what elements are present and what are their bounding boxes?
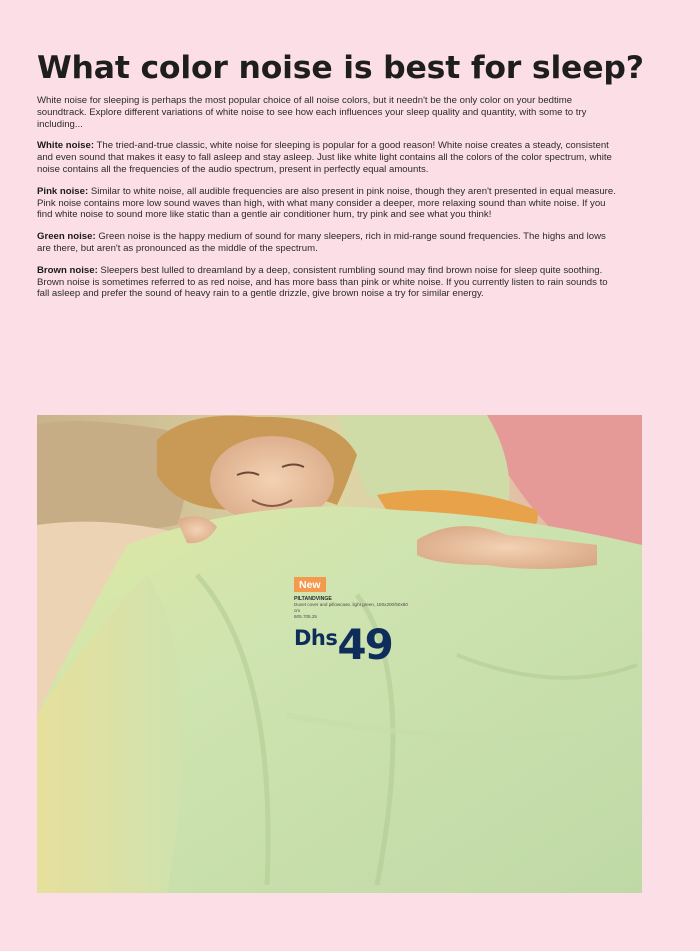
product-description: Duvet cover and pillowcase, light green, 150x200/50x80 cm	[294, 602, 408, 613]
price	[294, 620, 434, 669]
section-text: Sleepers best lulled to dreamland by a deep, consistent rumbling sound may find brown noise for sleep quite soothing. Brown noise is sometimes referred to as red noise, and has more bass than pink or white noise. If you currently listen to rain sounds to fall asleep and prefer the sound of heavy rain to a gentle drizzle, give brown noise a try for similar energy.	[37, 264, 608, 300]
page-title: What color noise is best for sleep?	[37, 50, 644, 86]
section-text: The tried-and-true classic, white noise for sleeping is popular for a good reason! White noise creates a steady, consistent and even sound that makes it easy to fall asleep and stay asleep. Just like white light contains all the colors of the color spectrum, white noise contains all the frequencies of the audio spectrum, present in perfectly equal amounts.	[37, 140, 612, 175]
section-label: Pink noise:	[37, 185, 89, 197]
bedroom-photo	[37, 415, 642, 893]
article-body	[37, 95, 617, 310]
price-amount: 49	[337, 620, 392, 669]
pink-noise-paragraph	[37, 186, 617, 221]
brown-noise-paragraph	[37, 265, 617, 300]
price-tag	[294, 573, 434, 669]
white-noise-paragraph	[37, 140, 617, 175]
section-label: Green noise:	[37, 231, 96, 243]
green-noise-paragraph	[37, 231, 617, 255]
section-label: Brown noise:	[37, 264, 98, 276]
section-text: Similar to white noise, all audible frequencies are also present in pink noise, though they aren't presented in equal measure. Pink noise contains more low sound waves than high, with what many consider a deeper, more relaxing sound than white noise. If you find white noise to sound more like static than a gentle air conditioner hum, try pink and see what you think!	[37, 185, 616, 221]
product-name: PILTANDVINGE	[294, 596, 332, 602]
price-currency: Dhs	[294, 626, 338, 650]
new-badge: New	[294, 577, 326, 592]
section-label: White noise:	[37, 140, 95, 152]
intro-paragraph: White noise for sleeping is perhaps the most popular choice of all noise colors, but it needn't be the only color on your bedtime soundtrack. Explore different variations of white noise to see how each influences your sleep quality and quantity, with some to try including...	[37, 95, 587, 130]
product-code: 605.705.25	[294, 614, 317, 619]
section-text: Green noise is the happy medium of sound for many sleepers, rich in mid-range sound frequencies. The highs and lows are there, but aren't as pronounced as the middle of the spectrum.	[37, 231, 606, 254]
